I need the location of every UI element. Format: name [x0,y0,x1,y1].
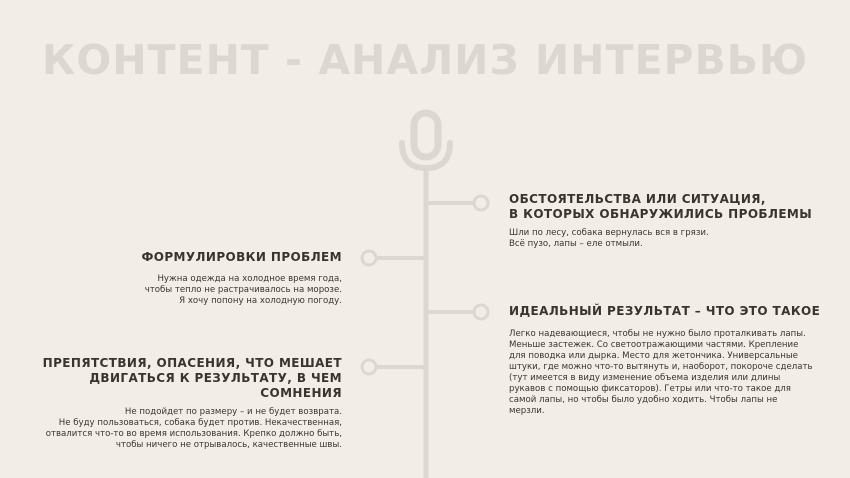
text-line: Легко надевающиеся, чтобы не нужно было проталкивать лапы. [509,329,806,339]
problems-block [40,250,342,307]
obstacles-heading-line: ПРЕПЯТСТВИЯ, ОПАСЕНИЯ, ЧТО МЕШАЕТ [42,356,342,370]
text-line: самой лапы, но чтобы было удобно ходить. Чтобы лапы не [509,395,778,405]
ideal-result-text [509,329,829,417]
problems-heading: ФОРМУЛИРОВКИ ПРОБЛЕМ [141,250,342,264]
text-line: штуки, где можно что-то вытянуть и, наоборот, покороче сделать [509,362,813,372]
text-line: Нужна одежда на холодное время года, [157,274,342,284]
ideal-result-block [509,304,829,417]
text-line: чтобы тепло не растрачивалось на морозе. [144,285,342,295]
text-line: Всё пузо, лапы – еле отмыли. [509,239,643,249]
text-line: для поводка или дырка. Место для жетончика. Универсальные [509,351,798,361]
branch-circumstances [426,196,488,210]
branch-problems [362,251,426,265]
text-line: Не подойдет по размеру – и не будет возврата. [124,407,342,417]
text-line: чтобы ничего не отрывалось, качественные швы. [115,440,342,450]
text-line: Не буду пользоваться, собака будет против. Некачественная, [58,418,342,428]
obstacles-heading-line: ДВИГАТЬСЯ К РЕЗУЛЬТАТУ, В ЧЕМ СОМНЕНИЯ [89,371,342,400]
obstacles-heading [20,356,342,401]
problems-text [40,274,342,307]
page-title: КОНТЕНТ - АНАЛИЗ ИНТЕРВЬЮ [41,36,809,84]
branch-obstacles [362,360,426,374]
text-line: рукавов с помощью фиксаторов). Гетры или что-то такое для [509,384,791,394]
text-line: Шли по лесу, собака вернулась вся в грязи. [509,228,709,238]
circumstances-heading-line: ОБСТОЯТЕЛЬСТВА ИЛИ СИТУАЦИЯ, [509,192,766,206]
text-line: (тут имеется в виду изменение объема изделия или длины [509,373,781,383]
obstacles-text [20,407,342,451]
obstacles-block [20,356,342,451]
ideal-result-heading: ИДЕАЛЬНЫЙ РЕЗУЛЬТАТ – ЧТО ЭТО ТАКОЕ [509,304,821,318]
microphone-icon [402,113,450,168]
circumstances-heading [509,192,829,222]
circumstances-heading-line: В КОТОРЫХ ОБНАРУЖИЛИСЬ ПРОБЛЕМЫ [509,207,813,221]
text-line: мерзли. [509,406,545,416]
text-line: Меньше застежек. Со светоотражающими частями. Крепление [509,340,799,350]
circumstances-text [509,228,829,250]
text-line: отвалится что-то во время использования. Крепко должно быть, [45,429,342,439]
text-line: Я хочу попону на холодную погоду. [179,296,342,306]
branch-ideal [426,305,488,319]
circumstances-block [509,192,829,250]
